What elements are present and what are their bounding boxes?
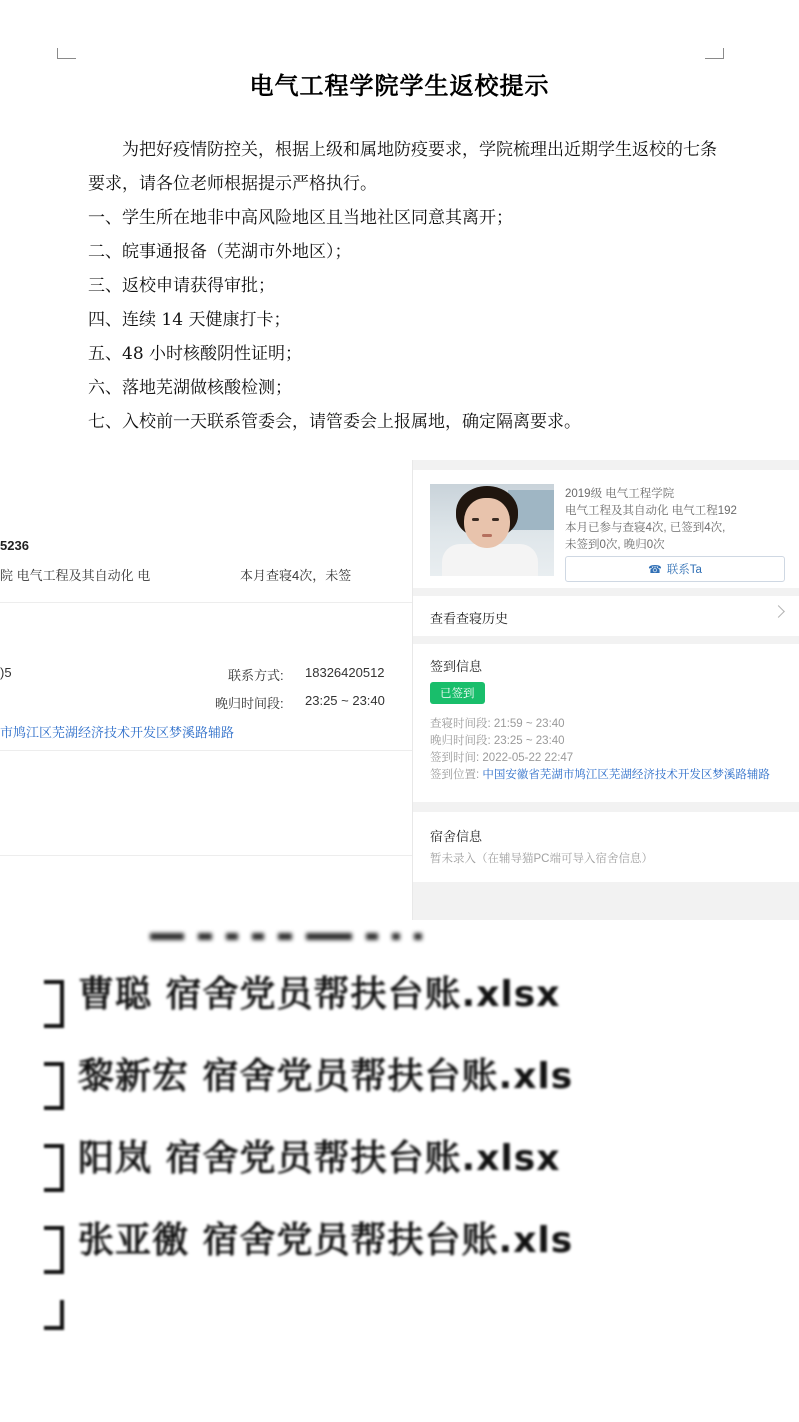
document-item-2: 二、皖事通报备（芜湖市外地区）； (88, 242, 352, 262)
avatar (430, 484, 554, 576)
check-history-row[interactable] (413, 596, 799, 636)
student-major-text: 院 电气工程及其自动化 电 (0, 568, 151, 583)
list-item[interactable] (0, 962, 799, 1040)
check-history-label: 查看查寝历史 (430, 611, 509, 626)
blurred-toolbar (150, 928, 550, 944)
contact-value-text: 18326420512 (305, 665, 385, 680)
sign-row-late-period (430, 733, 782, 750)
file-icon-partial (44, 1300, 64, 1330)
document-title: 电气工程学院学生返校提示 (249, 71, 550, 100)
app-screenshot-section (0, 460, 799, 920)
sign-row-check-period-value: 21:59 ~ 23:40 (493, 718, 565, 730)
profile-meta (565, 486, 785, 554)
sign-row-location (430, 767, 782, 784)
check-summary-text: 本月查寝4次，未签 (240, 568, 352, 583)
file-icon (44, 1062, 64, 1110)
profile-grade-college: 2019级 电气工程学院 (565, 488, 675, 500)
document-section (0, 0, 799, 460)
list-item[interactable] (0, 1126, 799, 1204)
sign-row-late-period-value: 23:25 ~ 23:40 (493, 735, 565, 747)
file-name-label: 阳岚 宿舍党员帮扶台账.xlsx (78, 1138, 561, 1179)
right-detail-pane (413, 460, 799, 920)
left-divider (0, 855, 412, 856)
file-icon (44, 980, 64, 1028)
crop-mark-top-right (705, 48, 724, 59)
student-id-text: 5236 (0, 538, 29, 553)
chevron-right-icon (772, 605, 785, 618)
sign-info-header: 签到信息 (430, 659, 483, 674)
sign-info-card (413, 644, 799, 802)
crop-mark-top-left (57, 48, 76, 59)
dorm-info-header: 宿舍信息 (430, 829, 483, 844)
profile-card (413, 470, 799, 588)
document-intro-paragraph: 为把好疫情防控关，根据上级和属地防疫要求，学院梳理出近期学生返校的七条要求，请各位老师根据提示严格执行。 (88, 140, 717, 194)
dorm-info-card (413, 812, 799, 882)
file-name-label: 张亚徼 宿舍党员帮扶台账.xls (78, 1220, 574, 1261)
document-item-5: 五、48 小时核酸阴性证明； (88, 344, 303, 364)
sign-row-location-key: 签到位置: (430, 769, 480, 781)
document-item-7: 七、入校前一天联系管委会，请管委会上报属地，确定隔离要求。 (88, 412, 581, 432)
document-item-4: 四、连续 14 天健康打卡； (88, 310, 291, 330)
sign-row-sign-time-key: 签到时间: (430, 752, 480, 764)
file-name-label: 黎新宏 宿舍党员帮扶台账.xls (78, 1056, 574, 1097)
contact-button[interactable] (565, 556, 785, 582)
phone-icon: ☎ (648, 563, 662, 576)
sign-row-location-value[interactable]: 中国安徽省芜湖市鸠江区芜湖经济技术开发区梦溪路辅路 (482, 769, 770, 781)
document-body (88, 133, 718, 439)
dorm-info-empty-text: 暂未录入（在辅导猫PC端可导入宿舍信息） (430, 853, 653, 865)
sign-row-late-period-key: 晚归时间段: (430, 735, 491, 747)
sign-row-sign-time (430, 750, 782, 767)
sign-row-sign-time-value: 2022-05-22 22:47 (482, 752, 574, 764)
list-item[interactable] (0, 1208, 799, 1286)
file-icon (44, 1226, 64, 1274)
late-return-key-label: 晚归时间段: (215, 696, 284, 711)
profile-stat-line-1: 本月已参与查寝4次, 已签到4次, (565, 522, 726, 534)
document-item-3: 三、返校申请获得审批； (88, 276, 275, 296)
file-icon (44, 1144, 64, 1192)
list-item[interactable] (0, 1044, 799, 1122)
left-detail-pane (0, 460, 413, 920)
address-link[interactable]: 市鸠江区芜湖经济技术开发区梦溪路辅路 (0, 725, 235, 740)
document-item-6: 六、落地芜湖做核酸检测； (88, 378, 292, 398)
contact-button-label: 联系Ta (666, 564, 702, 576)
late-return-value-text: 23:25 ~ 23:40 (305, 693, 385, 708)
file-list-section (0, 920, 799, 1422)
profile-stat-line-2: 未签到0次, 晚归0次 (565, 539, 665, 551)
status-badge: 已签到 (430, 682, 485, 704)
document-item-1: 一、学生所在地非中高风险地区且当地社区同意其离开； (88, 208, 513, 228)
contact-key-label: 联系方式: (228, 668, 284, 683)
profile-major-class: 电气工程及其自动化 电气工程192 (565, 505, 737, 517)
file-name-label: 曹聪 宿舍党员帮扶台账.xlsx (78, 974, 561, 1015)
left-row-label: )5 (0, 665, 12, 680)
sign-row-check-period-key: 查寝时间段: (430, 718, 491, 730)
sign-row-check-period (430, 716, 782, 733)
